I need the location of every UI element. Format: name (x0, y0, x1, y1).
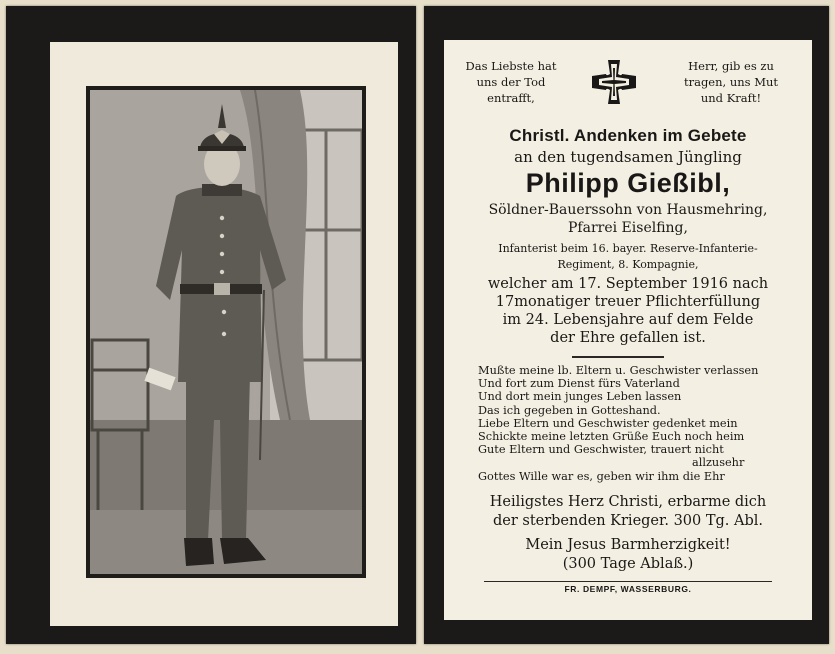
left-mourning-panel (6, 6, 416, 644)
section-divider (572, 356, 664, 358)
quote-right-line: und Kraft! (700, 91, 762, 105)
quote-left-line: Das Liebste hat (465, 59, 557, 73)
quote-right-line: tragen, uns Mut (683, 75, 779, 89)
memorial-subheading: an den tugendsamen Jüngling (514, 148, 742, 166)
poem-line: Gottes Wille war es, geben wir ihm die Ehr (478, 469, 725, 483)
quote-left-line: uns der Tod (476, 75, 546, 89)
indulgence-line: (300 Tage Ablaß.) (562, 556, 694, 572)
bottom-rule (484, 581, 772, 582)
poem-line: Schickte meine letzten Grüße Euch noch heim (478, 430, 745, 444)
memorial-poem (478, 364, 798, 483)
poem-line: Mußte meine lb. Eltern u. Geschwister verlassen (478, 364, 759, 377)
deceased-name: Philipp Gießibl, (525, 168, 731, 198)
poem-line: Und fort zum Dienst fürs Vaterland (478, 377, 680, 391)
death-line: 17monatiger treuer Pflichterfüllung (495, 294, 761, 310)
poem-line: Das ich gegeben in Gotteshand. (478, 403, 661, 417)
memorial-text-card (444, 40, 812, 620)
portrait-frame (86, 86, 366, 578)
quote-left (456, 58, 566, 106)
right-mourning-panel (424, 6, 829, 644)
poem-line: allzusehr (692, 456, 745, 470)
memorial-heading: Christl. Andenken im Gebete (509, 126, 747, 145)
parish-line: Pfarrei Eiselfing, (568, 220, 688, 236)
iron-cross-icon (590, 58, 638, 106)
death-line: im 24. Lebensjahre auf dem Felde (502, 312, 754, 328)
soldier-portrait-photo (90, 90, 362, 574)
unit-line: Regiment, 8. Kompagnie, (557, 258, 699, 271)
poem-line: Liebe Eltern und Geschwister gedenket mein (478, 416, 738, 430)
poem-line: Und dort mein junges Leben lassen (478, 390, 682, 404)
prayer-line: der sterbenden Krieger. 300 Tg. Abl. (492, 513, 764, 529)
printer-credit: FR. DEMPF, WASSERBURG. (564, 584, 692, 594)
quote-left-line: entrafft, (487, 91, 535, 105)
poem-line: Gute Eltern und Geschwister, trauert nicht (478, 443, 724, 457)
left-card-paper (50, 42, 398, 626)
prayer-line: Heiligstes Herz Christi, erbarme dich (489, 494, 767, 510)
quote-right (666, 58, 796, 106)
death-line: der Ehre gefallen ist. (550, 330, 706, 346)
soldier-portrait-illustration (90, 90, 362, 574)
origin-line: Söldner-Bauerssohn von Hausmehring, (488, 202, 768, 218)
death-line: welcher am 17. September 1916 nach (487, 276, 769, 292)
quote-right-line: Herr, gib es zu (688, 59, 774, 73)
prayer-line: Mein Jesus Barmherzigkeit! (525, 537, 731, 553)
unit-line: Infanterist beim 16. bayer. Reserve-Infanterie- (498, 242, 758, 255)
